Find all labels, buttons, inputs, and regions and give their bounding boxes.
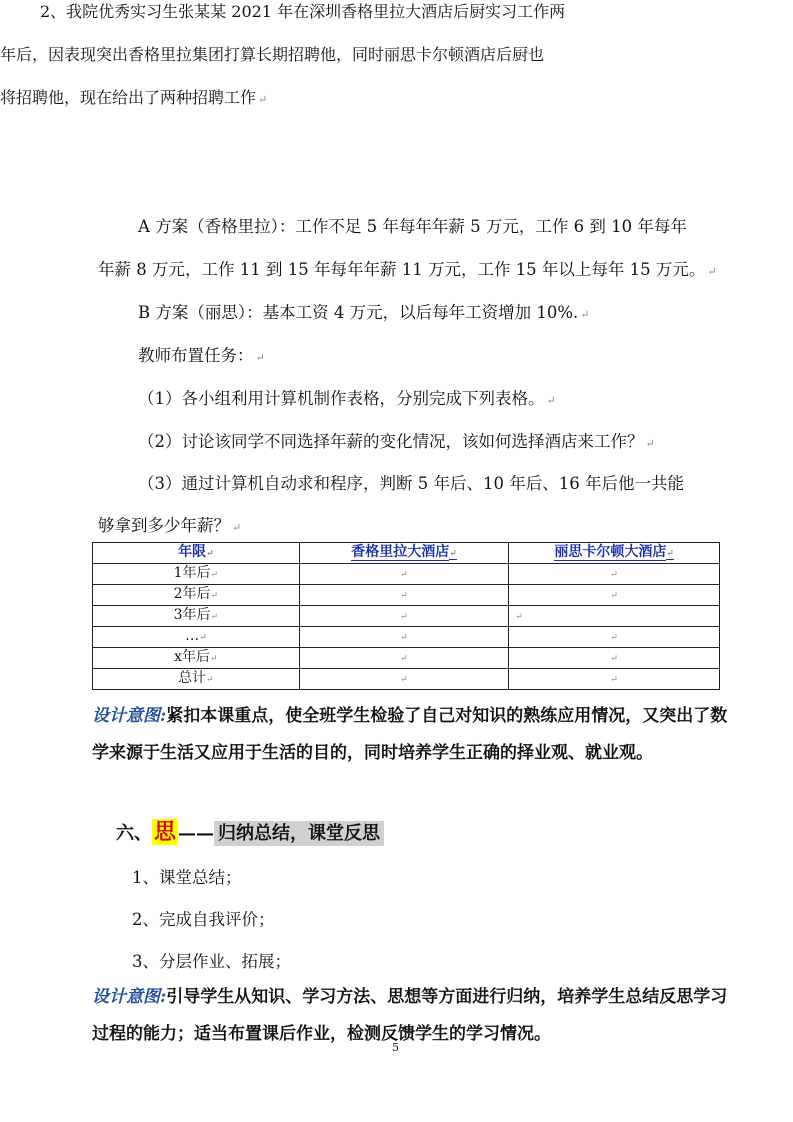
- design-intent-text: 引导学生从知识、学习方法、思想等方面进行归纳，培养学生总结反思学习过程的能力；适当布置课后作业，检测反馈学生的学习情况。: [92, 987, 728, 1044]
- row-label: 3年后↵: [93, 606, 300, 627]
- cell: ↵: [509, 606, 720, 627]
- problem-line: 将招聘他，现在给出了两种招聘工作 ↵: [0, 88, 268, 107]
- row-label: 2年后↵: [93, 585, 300, 606]
- plan-a-line2: 年薪 8 万元，工作 11 到 15 年每年年薪 11 万元，工作 15 年以上每年 15 万元。 ↵: [98, 260, 717, 279]
- design-intent-2: [92, 979, 732, 1053]
- row-label: 1年后↵: [93, 564, 300, 585]
- task-3b: 够拿到多少年薪？ ↵: [98, 516, 242, 535]
- section-title: 归纳总结，课堂反思: [214, 821, 384, 846]
- cell: ↵: [509, 585, 720, 606]
- task-2: （2）讨论该同学不同选择年薪的变化情况，该如何选择酒店来工作？ ↵: [138, 432, 655, 451]
- row-label: …↵: [93, 627, 300, 648]
- cell: ↵: [299, 585, 509, 606]
- task-1: （1）各小组利用计算机制作表格，分别完成下列表格。 ↵: [138, 389, 556, 408]
- design-intent-label: 设计意图:: [92, 987, 167, 1007]
- cell: ↵: [299, 648, 509, 669]
- cell: ↵: [509, 648, 720, 669]
- task-3a: （3）通过计算机自动求和程序，判断 5 年后、10 年后、16 年后他一共能: [138, 474, 684, 493]
- problem-line: 2、我院优秀实习生张某某 2021 年在深圳香格里拉大酒店后厨实习工作两: [40, 2, 566, 21]
- table-header-row: [93, 543, 720, 564]
- salary-table: [92, 542, 720, 690]
- cell: ↵: [509, 564, 720, 585]
- table-row: [93, 606, 720, 627]
- table-row: [93, 648, 720, 669]
- cell: ↵: [509, 669, 720, 690]
- problem-line: 年后，因表现突出香格里拉集团打算长期招聘他，同时丽思卡尔顿酒店后厨也: [0, 45, 545, 64]
- design-intent-label: 设计意图:: [92, 706, 167, 726]
- highlight-char: 思: [154, 819, 177, 845]
- problem-paragraph: [0, 0, 630, 129]
- cell: ↵: [299, 564, 509, 585]
- cell: ↵: [509, 627, 720, 648]
- design-intent-text: 紧扣本课重点，使全班学生检验了自己对知识的熟练应用情况，又突出了数学来源于生活又应用于生活的目的，同时培养学生正确的择业观、就业观。: [92, 706, 728, 763]
- section-six-heading: 六、思 —— 归纳总结，课堂反思: [116, 815, 384, 846]
- header-shangri-la: 香格里拉大酒店↵: [299, 543, 509, 564]
- design-intent-1: [92, 698, 732, 772]
- page-number: 5: [392, 1041, 399, 1054]
- cell: ↵: [299, 627, 509, 648]
- list-item: 3、分层作业、拓展；: [132, 952, 291, 971]
- table-row: [93, 564, 720, 585]
- list-item: 1、课堂总结；: [132, 868, 242, 887]
- header-years: 年限↵: [93, 543, 300, 564]
- plan-b: B 方案（丽思）：基本工资 4 万元，以后每年工资增加 10%. ↵: [138, 303, 590, 322]
- cell: ↵: [299, 606, 509, 627]
- header-ritz-carlton: 丽思卡尔顿大酒店↵: [509, 543, 720, 564]
- list-item: 2、完成自我评价；: [132, 910, 275, 929]
- row-label: x年后↵: [93, 648, 300, 669]
- row-label: 总计↵: [93, 669, 300, 690]
- plan-a-line1: A 方案（香格里拉）：工作不足 5 年每年年薪 5 万元，工作 6 到 10 年每年: [138, 217, 687, 236]
- table-row: [93, 669, 720, 690]
- tasks-title: 教师布置任务： ↵: [138, 346, 265, 365]
- table-row: [93, 585, 720, 606]
- table-row: [93, 627, 720, 648]
- cell: ↵: [299, 669, 509, 690]
